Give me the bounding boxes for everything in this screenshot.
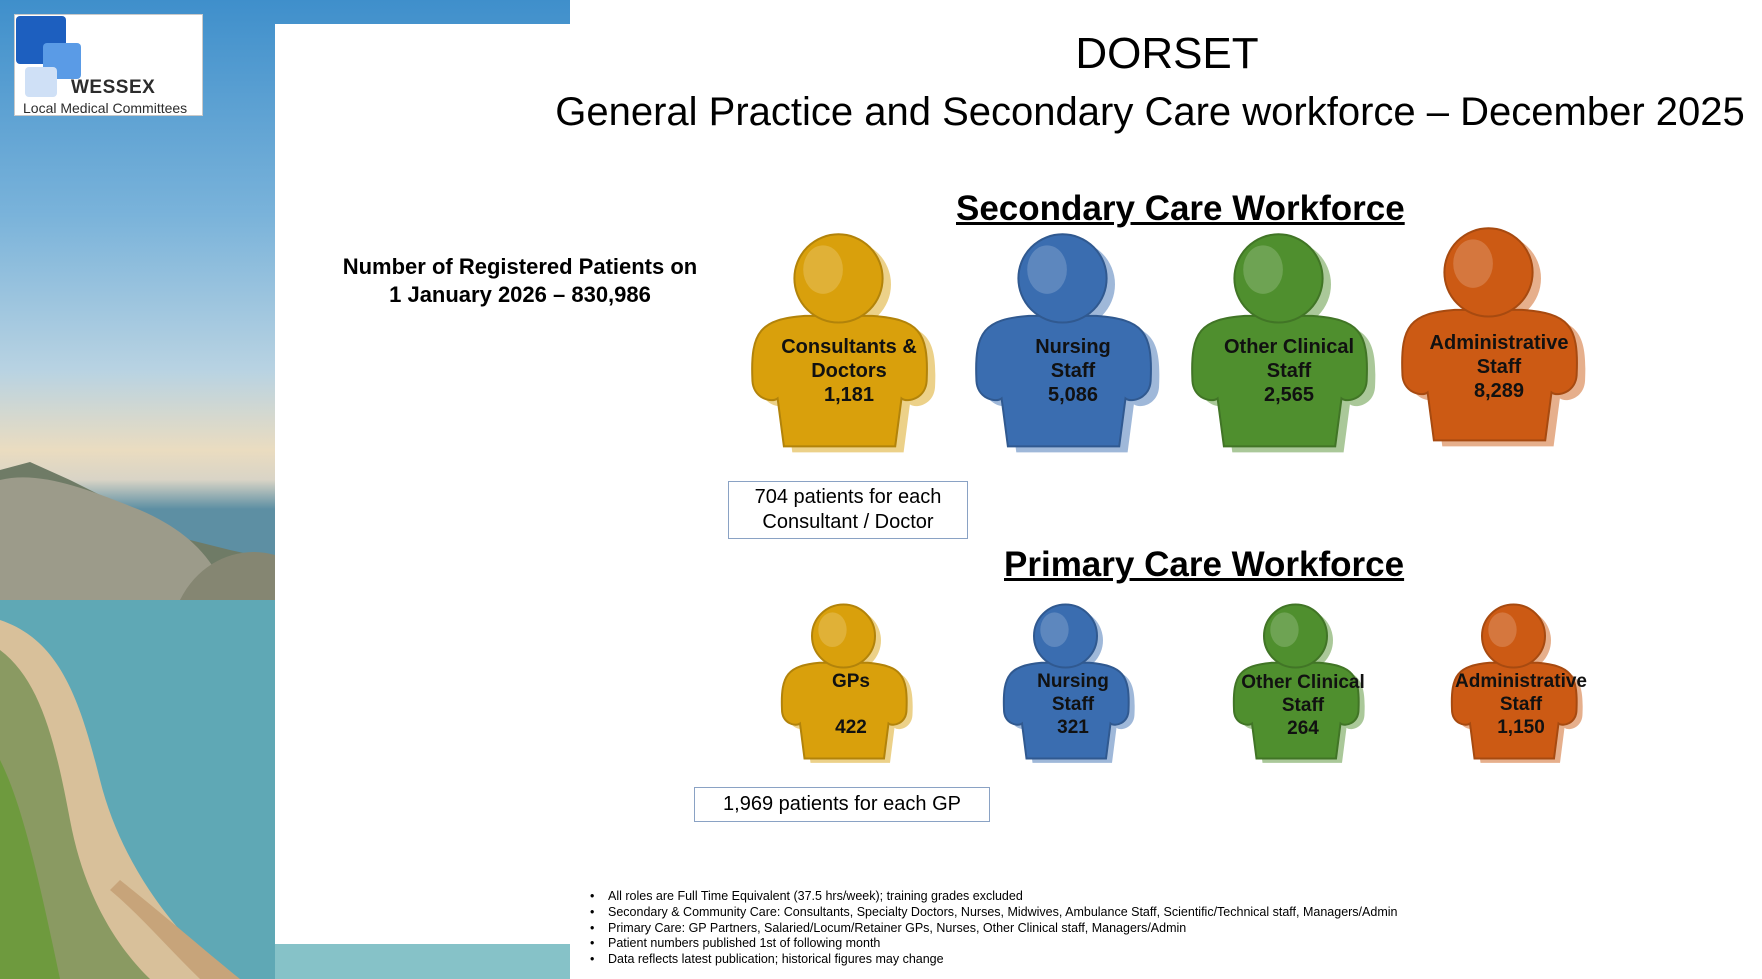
figure-line2: Doctors: [811, 360, 887, 382]
page-title: DORSET: [1075, 29, 1259, 78]
primary-care-heading: Primary Care Workforce: [1004, 545, 1405, 584]
figure-primary-other-clinical-staff: [1228, 608, 1378, 783]
registered-patients: [340, 253, 700, 309]
figure-line2: Staff: [1051, 694, 1095, 715]
figure-line1: Other Clinical: [1241, 672, 1365, 693]
figure-line1: Nursing: [1037, 671, 1109, 692]
person-head-highlight: [1270, 612, 1298, 647]
person-head-highlight: [1488, 612, 1516, 647]
white-content-panel: [275, 24, 572, 944]
person-head-highlight: [1027, 245, 1067, 294]
page-subtitle: General Practice and Secondary Care workforce – December 2025: [555, 90, 1745, 134]
person-head-highlight: [1040, 612, 1068, 647]
footnote-item: • All roles are Full Time Equivalent (37.5 hrs/week); training grades excluded: [590, 889, 1397, 905]
footnote-item: • Patient numbers published 1st of following month: [590, 936, 1397, 952]
figure-line2: Staff: [1476, 356, 1522, 378]
wessex-lmc-logo: [14, 14, 203, 116]
figure-line2: Staff: [1266, 360, 1312, 382]
figure-value: 2,565: [1263, 384, 1315, 406]
figure-value: 422: [835, 717, 867, 738]
figure-value: 8,289: [1473, 380, 1525, 402]
figure-line1: Nursing: [1035, 336, 1111, 358]
figure-line2: Staff: [1499, 694, 1543, 715]
figure-other-clinical-staff: [1184, 240, 1394, 480]
logo-square-light: [25, 67, 57, 97]
person-head-highlight: [1453, 239, 1493, 288]
figure-value: 1,181: [823, 384, 875, 406]
figure-primary-administrative-staff: [1446, 608, 1596, 783]
person-head-highlight: [818, 612, 846, 647]
logo-subtitle: Local Medical Committees: [23, 100, 188, 116]
registered-patients-line1: Number of Registered Patients on: [342, 254, 698, 279]
footnote-item: • Secondary & Community Care: Consultants, Specialty Doctors, Nurses, Midwives, Ambulance Staff, Scientific/Technical staff, Managers/Admin: [590, 905, 1397, 921]
logo-brand: WESSEX: [71, 77, 156, 98]
person-head-highlight: [1243, 245, 1283, 294]
secondary-care-heading: Secondary Care Workforce: [956, 189, 1405, 228]
figure-value: 1,150: [1497, 717, 1545, 738]
figure-line2: Staff: [1281, 695, 1325, 716]
figure-consultants-doctors: [744, 240, 954, 480]
figure-line1: GPs: [831, 671, 871, 692]
figure-gps: [776, 608, 926, 783]
figure-line1: Administrative: [1455, 671, 1587, 692]
figure-line2: Staff: [1050, 360, 1096, 382]
figure-nursing-staff: [968, 240, 1178, 480]
figure-primary-nursing-staff: [998, 608, 1148, 783]
figure-value: 321: [1057, 717, 1089, 738]
consultant-ratio-box: [728, 481, 968, 539]
consultant-ratio-line2: Consultant / Doctor: [762, 511, 934, 533]
gp-ratio-box: 1,969 patients for each GP: [694, 787, 990, 822]
figure-value: 5,086: [1047, 384, 1099, 406]
consultant-ratio-line1: 704 patients for each: [754, 486, 942, 508]
figure-line1: Consultants &: [781, 336, 917, 358]
person-head-highlight: [803, 245, 843, 294]
registered-patients-line2: 1 January 2026 – 830,986: [389, 282, 651, 307]
footnote-item: • Primary Care: GP Partners, Salaried/Locum/Retainer GPs, Nurses, Other Clinical staff, Managers/Admin: [590, 921, 1397, 937]
figure-line1: Other Clinical: [1223, 336, 1355, 358]
footnotes: [590, 889, 1397, 968]
figure-line1: Administrative: [1429, 332, 1569, 354]
figure-value: 264: [1287, 718, 1319, 739]
footnote-item: • Data reflects latest publication; historical figures may change: [590, 952, 1397, 968]
figure-administrative-staff: [1394, 234, 1604, 474]
figure-line2: [776, 693, 926, 716]
